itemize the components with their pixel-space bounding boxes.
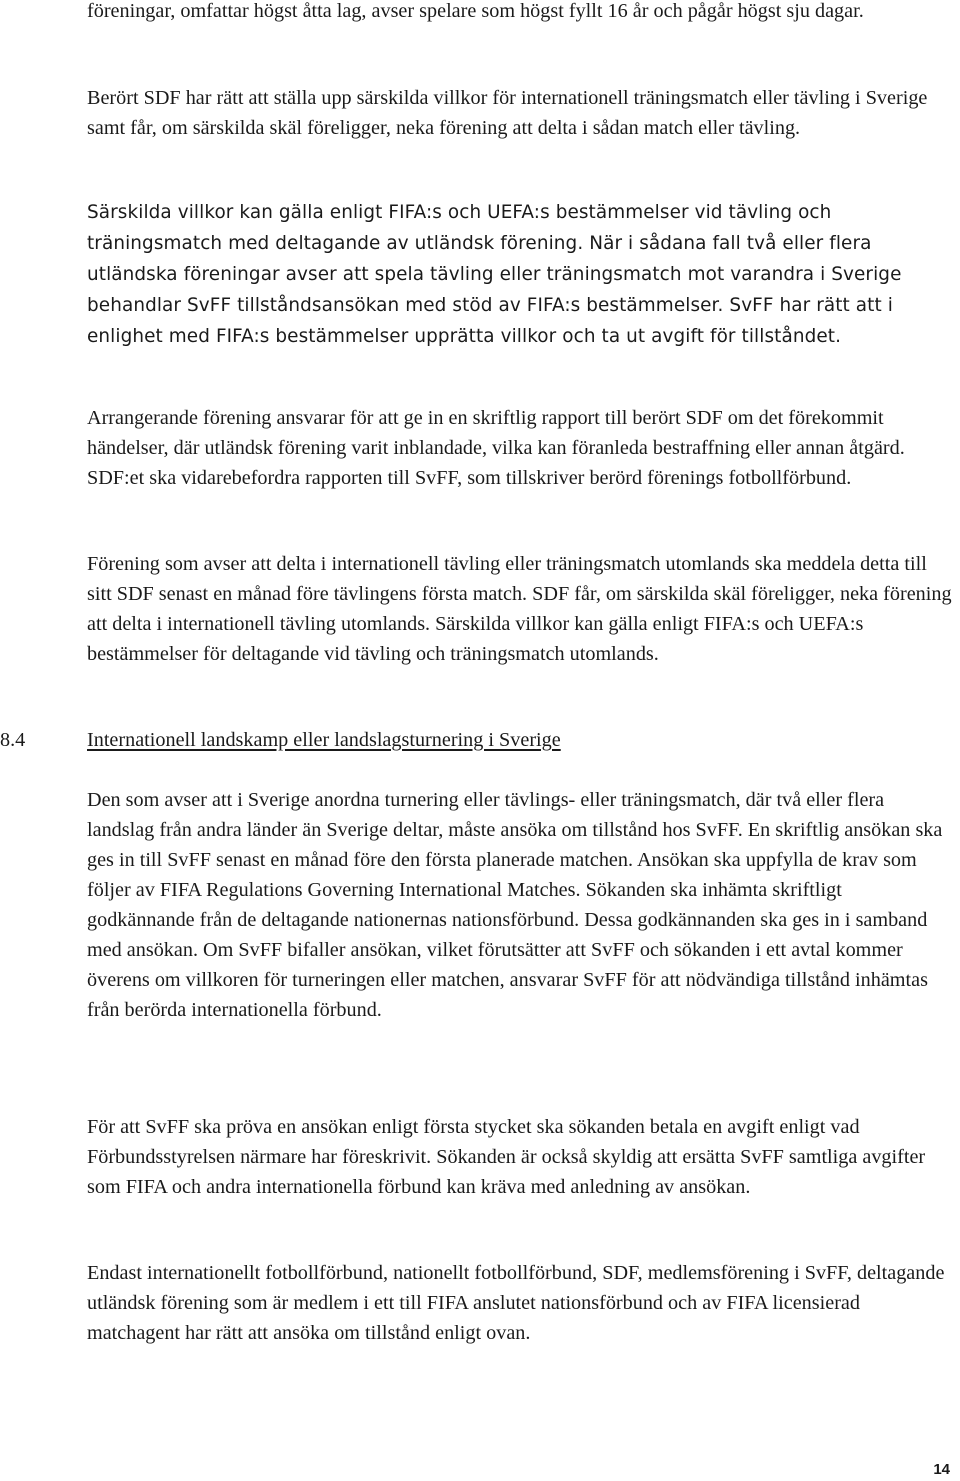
section-number: 8.4 bbox=[0, 729, 26, 751]
paragraph-continued: föreningar, omfattar högst åtta lag, avser spelare som högst fyllt 16 år och pågår högst sju dagar. bbox=[87, 0, 864, 22]
page-number: 14 bbox=[933, 1461, 950, 1478]
paragraph-eligible-applicants: Endast internationellt fotbollförbund, nationellt fotbollförbund, SDF, medlemsförening i SvFF, deltagande utländsk förening som är medlem i ett till FIFA anslutet nationsförbund och av FIFA licensierad matchagent har rätt att ansöka om tillstånd enligt ovan. bbox=[87, 1262, 945, 1344]
paragraph-special-conditions bbox=[87, 197, 953, 352]
paragraph-sdf-conditions: Berört SDF har rätt att ställa upp särskilda villkor för internationell träningsmatch eller tävling i Sverige samt får, om särskilda skäl föreligger, neka förening att delta i sådan match eller tävling. bbox=[87, 87, 928, 139]
paragraph-abroad-participation: Förening som avser att delta i internationell tävling eller träningsmatch utomlands ska meddela detta till sitt SDF senast en månad före tävlingens första match. SDF får, om särskilda skäl föreligger, neka förening att delta i internationell tävling utomlands. Särskilda villkor kan gälla enligt FIFA:s och UEFA:s bestämmelser för deltagande vid tävling och träningsmatch utomlands. bbox=[87, 553, 952, 665]
paragraph-application-fee: För att SvFF ska pröva en ansökan enligt första stycket ska sökanden betala en avgift enligt vad Förbundsstyrelsen närmare har föreskrivit. Sökanden är också skyldig att ersätta SvFF samtliga avgifter som FIFA och andra internationella förbund kan kräva med anledning av ansökan. bbox=[87, 1116, 926, 1198]
paragraph-national-team-application: Den som avser att i Sverige anordna turnering eller tävlings- eller träningsmatch, där två eller flera landslag från andra länder än Sverige deltar, måste ansöka om tillstånd hos SvFF. En skriftlig ansökan ska ges in till SvFF senast en månad före den första planerade matchen. Ansökan ska uppfylla de krav som följer av FIFA Regulations Governing International Matches. Sökanden ska inhämta skriftligt godkännande från de deltagande nationernas nationsförbund. Dessa godkännanden ska ges in i samband med ansökan. Om SvFF bifaller ansökan, vilket förutsätter att SvFF och sökanden i ett avtal kommer överens om villkoren för turneringen eller matchen, ansvarar SvFF för att nödvändiga tillstånd inhämtas från berörda internationella förbund. bbox=[87, 789, 943, 1021]
paragraph-special-conditions-part1: Särskilda villkor kan gälla enligt FIFA:s och UEFA:s bestämmelser vid tävling och träningsmatch med deltagande av utländsk förening. bbox=[87, 202, 832, 254]
paragraph-special-conditions-part2: När i sådana fall två eller flera utländska föreningar avser att spela tävling eller träningsmatch mot varandra i Sverige behandlar SvFF tillståndsansökan med stöd av FIFA:s bestämmelser. bbox=[87, 233, 902, 316]
paragraph-special-conditions-part3: SvFF har rätt att i enlighet med FIFA:s bestämmelser upprätta villkor och ta ut avgift för tillståndet. bbox=[87, 295, 893, 347]
paragraph-report-obligation: Arrangerande förening ansvarar för att ge in en skriftlig rapport till berört SDF om det förekommit händelser, där utländsk förening varit inblandade, vilka kan föranleda bestraffning eller annan åtgärd. SDF:et ska vidarebefordra rapporten till SvFF, som tillskriver berörd förenings fotbollförbund. bbox=[87, 407, 905, 489]
section-title: Internationell landskamp eller landslagsturnering i Sverige bbox=[87, 729, 561, 751]
